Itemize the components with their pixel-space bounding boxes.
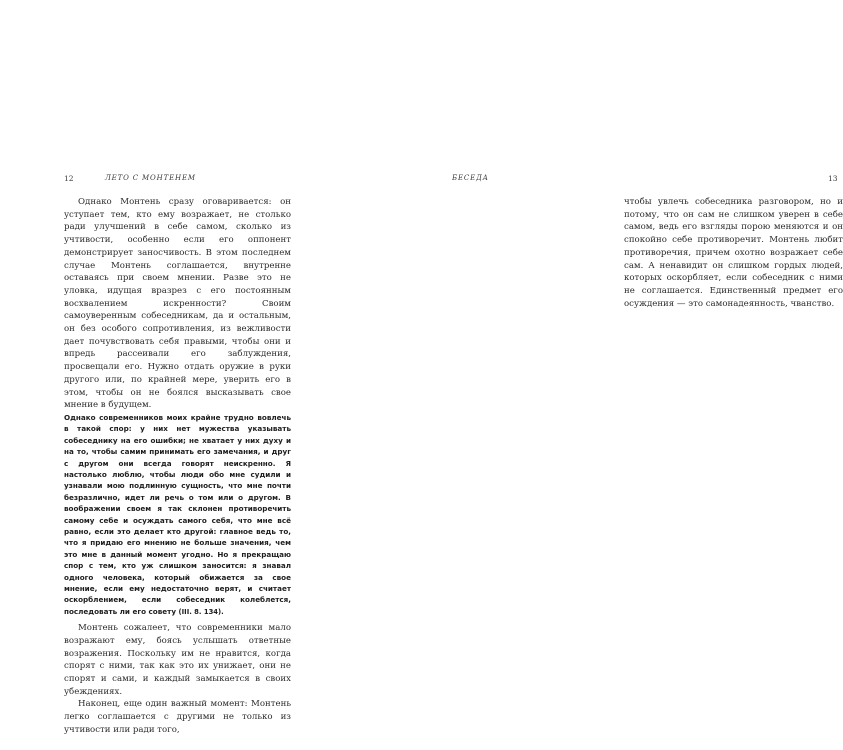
right-running-title: БЕСЕДА	[452, 174, 489, 182]
left-running-title: ЛЕТО С МОНТЕНЕМ	[105, 174, 196, 182]
block-quote-citation: (III. 8. 134).	[178, 607, 224, 616]
block-quote-text: Однако современников моих крайне трудно вовлечь в такой спор: у них нет мужества указывать собеседнику на его ошибки; не хватает у них духу и на то, чтобы самим принимать его замечания, и друг с другом они всегда говорят неискренно. Я настолько люблю, чтобы люди обо мне судили и узнавали мою подлинную сущность, что мне почти безразлично, идет ли речь о том или о другом. В воображении своем я так склонен противоречить самому себе и осуждать самого себя, что мне всё равно, если это делает кто другой: главное ведь то, что я придаю его мнению не больше значения, чем это мне в данный момент угодно. Но я прекращаю спор с тем, кто уж слишком заносится: я знавал одного человека, который обижается за свое мнение, если ему недостаточно верят, и считает оскорблением, если собеседник колеблется, последовать ли его совету	[64, 412, 291, 616]
right-paragraph-1: чтобы увлечь собеседника разговором, но и потому, что он сам не слишком уверен в себе самом, ведь его взгляды порою меняются и он спокойно себе противоречит. Монтень любит противоречия, причем охотно возражает себе сам. А ненавидит он слишком гордых людей, которых оскорбляет, если собеседник с ними не соглашается. Единственный предмет его осуждения — это самонадеянность, чванство.	[624, 197, 843, 309]
left-page	[0, 0, 300, 750]
right-page	[300, 0, 843, 750]
block-quote	[64, 412, 291, 618]
right-page-number: 13	[828, 174, 838, 183]
left-page-number: 12	[64, 174, 74, 183]
left-paragraph-2: Монтень сожалеет, что современники мало возражают ему, боясь услышать ответные возражения. Поскольку им не нравится, когда спорят с ними, так как это их унижает, они не спорят и сами, и каждый замыкается в своих убеждениях.	[64, 623, 291, 697]
left-paragraph-1: Однако Монтень сразу оговаривается: он уступает тем, кто ему возражает, не столько ради улучшений в себе самом, сколько из учтивости, особенно если его оппонент демонстрирует заносчивость. В этом последнем случае Монтень соглашается, внутренне оставаясь при своем мнении. Разве это не уловка, идущая вразрез с его постоянным восхвалением искренности? Своим самоуверенным собеседникам, да и остальным, он без особого сопротивления, из вежливости дает почувствовать себя правыми, чтобы они и впредь рассеивали его заблуждения, просвещали его. Нужно отдать оружие в руки другого или, по крайней мере, уверить его в этом, чтобы он не боялся высказывать свое мнение в будущем.	[64, 197, 291, 411]
left-paragraph-3: Наконец, еще один важный момент: Монтень легко соглашается с другими не только из учтивости или ради того,	[64, 699, 291, 735]
left-body-text	[64, 196, 291, 737]
right-body-text	[624, 196, 843, 310]
